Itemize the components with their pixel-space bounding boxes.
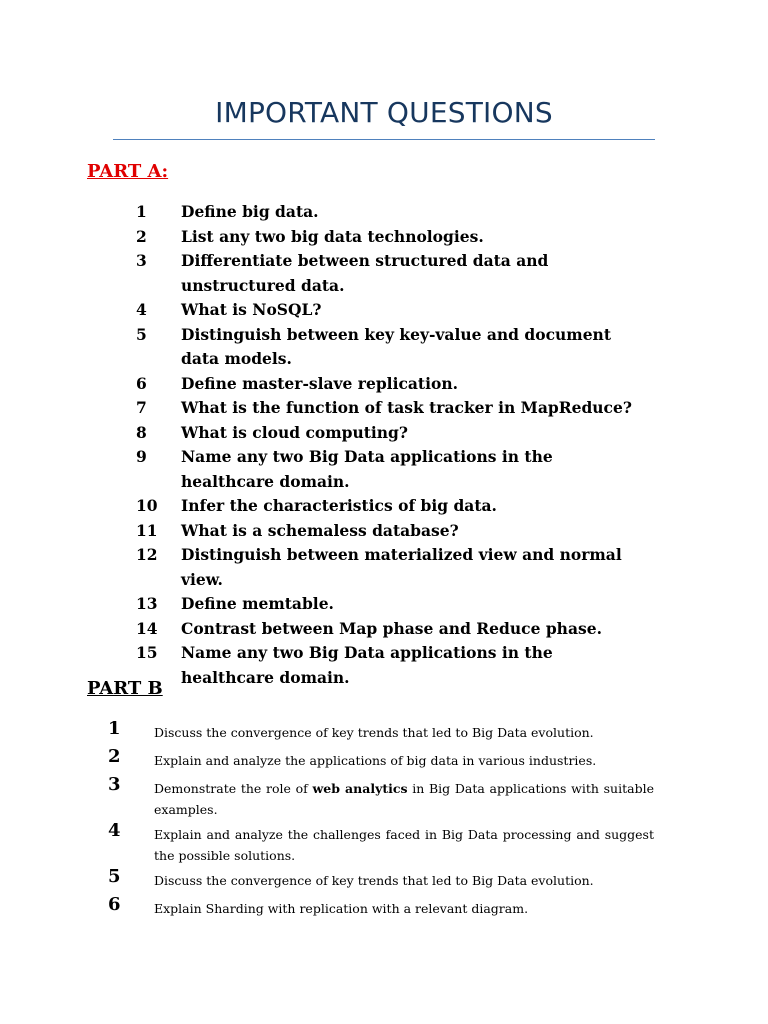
part-a-question	[0, 421, 768, 446]
question-number: 14	[136, 618, 158, 638]
part-a-question-list	[0, 200, 768, 690]
question-number: 3	[136, 251, 147, 270]
part-a-question	[0, 249, 768, 298]
question-text: Distinguish between materialized view and normal view.	[181, 545, 622, 589]
question-text: Infer the characteristics of big data.	[181, 496, 497, 515]
question-number: 3	[108, 774, 121, 795]
question-text: Define big data.	[181, 202, 319, 221]
question-number: 4	[108, 820, 121, 841]
question-text-emphasis: web analytics	[312, 781, 408, 796]
part-a-question	[0, 445, 768, 494]
question-text	[154, 778, 654, 820]
part-a-question	[0, 372, 768, 397]
question-text-part: in Big Data applications with suitable examples.	[154, 781, 654, 817]
question-text: Define master-slave replication.	[181, 373, 458, 393]
question-number: 7	[136, 398, 147, 417]
question-text: Discuss the convergence of key trends that led to Big Data evolution.	[154, 873, 594, 888]
part-a-question	[0, 225, 768, 250]
part-a-question	[0, 592, 768, 617]
question-number: 12	[136, 545, 158, 564]
question-number: 2	[136, 226, 147, 246]
question-text: Define memtable.	[181, 594, 334, 613]
question-number: 11	[136, 520, 158, 540]
question-number: 2	[108, 746, 121, 767]
page-title: IMPORTANT QUESTIONS	[215, 96, 553, 129]
part-a-question	[0, 323, 768, 372]
question-text: What is the function of task tracker in MapReduce?	[181, 398, 632, 417]
question-number: 6	[108, 894, 121, 915]
question-text: Distinguish between key key-value and document data models.	[181, 324, 611, 368]
question-number: 5	[108, 866, 121, 887]
title-underline	[113, 139, 655, 140]
question-number: 13	[136, 594, 158, 613]
question-text: What is cloud computing?	[181, 422, 408, 442]
part-a-question	[0, 494, 768, 519]
part-b-heading: PART B	[87, 678, 163, 699]
question-text: List any two big data technologies.	[181, 226, 484, 246]
question-text: Differentiate between structured data and unstructured data.	[181, 251, 549, 295]
question-text: Contrast between Map phase and Reduce phase.	[181, 618, 602, 638]
question-text: Name any two Big Data applications in the healthcare domain.	[181, 447, 553, 491]
question-number: 5	[136, 324, 147, 344]
question-text: Explain Sharding with replication with a relevant diagram.	[154, 901, 529, 916]
part-a-question	[0, 543, 768, 592]
part-a-question	[0, 519, 768, 544]
part-a-question	[0, 200, 768, 225]
question-number: 4	[136, 300, 147, 319]
question-text: Name any two Big Data applications in the healthcare domain.	[181, 643, 553, 687]
part-a-question	[0, 617, 768, 642]
question-number: 6	[136, 373, 147, 393]
part-a-question	[0, 298, 768, 323]
question-text: Explain and analyze the applications of big data in various industries.	[154, 753, 597, 768]
question-text: Discuss the convergence of key trends that led to Big Data evolution.	[154, 725, 594, 740]
question-number: 1	[108, 718, 121, 739]
question-number: 10	[136, 496, 158, 515]
question-number: 15	[136, 643, 158, 662]
question-text-part: Demonstrate the role of	[154, 781, 313, 796]
question-number: 1	[136, 202, 147, 221]
part-a-question	[0, 396, 768, 421]
question-number: 8	[136, 422, 147, 442]
question-text: Explain and analyze the challenges faced in Big Data processing and suggest the possible solutions.	[154, 827, 654, 863]
question-number: 9	[136, 447, 147, 466]
question-text: What is a schemaless database?	[181, 520, 459, 540]
question-text: What is NoSQL?	[181, 300, 322, 319]
part-a-heading: PART A:	[87, 161, 169, 182]
